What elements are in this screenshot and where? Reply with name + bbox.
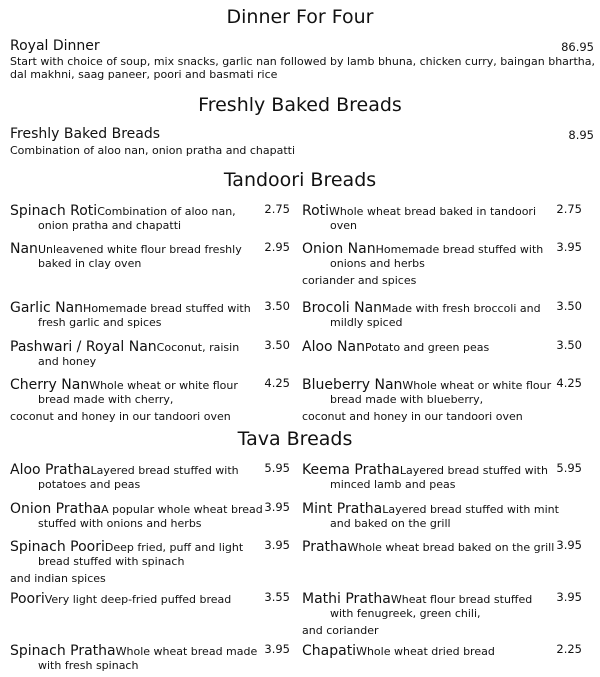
menu-item-description: Layered bread stuffed with [399,464,548,477]
menu-item [302,498,572,530]
menu-item-price: 3.95 [264,642,290,656]
menu-item-name: Mathi Pratha [302,591,391,607]
menu-item-description: onions and herbs [330,257,425,270]
menu-item-description: Homemade bread stuffed with [375,243,544,256]
menu-item-price: 3.50 [556,299,582,313]
menu-item [10,336,280,368]
menu-item-description: Made with fresh broccoli and [382,302,541,315]
menu-item-description: mildly spiced [330,316,403,329]
menu-item [302,238,572,287]
menu-item-name: Pratha [302,539,348,555]
menu-item [10,588,280,607]
section-heading-tandoori: Tandoori Breads [223,169,377,191]
menu-item-name: Nan [10,241,38,257]
menu-item [10,374,280,423]
menu-item-price: 3.50 [264,299,290,313]
menu-item-description: Potato and green peas [364,341,490,354]
menu-item-description: and baked on the grill [330,517,451,530]
menu-item [302,536,572,555]
menu-item-description: minced lamb and peas [330,478,456,491]
section-heading-fresh: Freshly Baked Breads [198,94,402,116]
menu-item-description: potatoes and peas [38,478,141,491]
menu-item-price: 3.95 [264,500,290,514]
menu-item-price: 3.50 [264,338,290,352]
menu-item-description: Coconut, raisin [156,341,240,354]
menu-item-name: Freshly Baked Breads [10,126,161,142]
menu-item-description [10,55,595,81]
menu-item-description: Combination of aloo nan, onion pratha and chapatti [10,144,296,157]
menu-item-name: Garlic Nan [10,300,84,316]
menu-item-description: coconut and honey in our tandoori oven [302,410,523,423]
menu-item-description: Unleavened white flour bread freshly [37,243,242,256]
menu-item-price: 5.95 [264,461,290,475]
menu-item-name: Brocoli Nan [302,300,383,316]
menu-item [10,238,280,270]
menu-item-description: oven [330,219,357,232]
menu-item [302,200,572,232]
menu-item-price: 3.55 [264,590,290,604]
menu-item-description: A popular whole wheat bread [101,503,263,516]
menu-item [302,297,572,329]
menu-item-price: 3.50 [556,338,582,352]
desc-line: dal makhni, saag paneer, poori and basmati rice [10,68,278,81]
menu-item-description: coriander and spices [302,274,417,287]
menu-item-name: Spinach Pratha [10,643,116,659]
menu-item-description: stuffed with onions and herbs [38,517,202,530]
menu-item-price: 3.95 [264,538,290,552]
menu-item-description: baked in clay oven [38,257,142,270]
menu-item-price: 4.25 [556,376,582,390]
menu-item-description: and honey [38,355,97,368]
menu-item-description: and coriander [302,624,379,637]
menu-item-price: 3.95 [556,538,582,552]
menu-item-description: Wheat flour bread stuffed [390,593,533,606]
menu-item-price: 2.75 [264,202,290,216]
menu-item-description: Whole wheat bread made [115,645,258,658]
menu-item-price: 5.95 [556,461,582,475]
menu-item-description: Whole wheat or white flour [89,379,238,392]
menu-item-name: Aloo Nan [302,339,365,355]
menu-item-description: Whole wheat dried bread [356,645,495,658]
menu-item-name: Onion Nan [302,241,376,257]
menu-item [10,297,280,329]
menu-item-price: 2.75 [556,202,582,216]
menu-item-name: Mint Pratha [302,501,383,517]
menu-item-name: Royal Dinner [10,38,100,54]
menu-item-name: Keema Pratha [302,462,400,478]
menu-item-description: bread made with cherry, [38,393,174,406]
menu-item-price: 2.25 [556,642,582,656]
menu-item-name: Spinach Poori [10,539,105,555]
section-heading-tava: Tava Breads [237,428,353,450]
menu-item-price: 2.95 [264,240,290,254]
menu-item-description: bread stuffed with spinach [38,555,185,568]
menu-item-price: 3.95 [556,590,582,604]
menu-item-description: onion pratha and chapatti [38,219,182,232]
menu-item-description: and indian spices [10,572,106,585]
menu-item-name: Pashwari / Royal Nan [10,339,157,355]
menu-item [302,336,572,355]
menu-item-name: Aloo Pratha [10,462,91,478]
menu-item [10,459,280,491]
menu-item-price: 86.95 [561,40,594,54]
desc-line: Start with choice of soup, mix snacks, garlic nan followed by lamb bhuna, chicken curry, baingan bhartha, [10,55,595,68]
section-heading-dinner: Dinner For Four [226,6,374,28]
menu-item-description: Combination of aloo nan, [97,205,236,218]
menu-item [302,374,572,423]
menu-item-name: Spinach Roti [10,203,98,219]
menu-item [302,640,572,659]
menu-item-name: Poori [10,591,45,607]
menu-item-name: Cherry Nan [10,377,90,393]
menu-item-name: Onion Pratha [10,501,102,517]
menu-item-name: Roti [302,203,330,219]
menu-item-description: Whole wheat bread baked in tandoori [329,205,537,218]
menu-item-description: Deep fried, puff and light [104,541,244,554]
menu-item-description: with fenugreek, green chili, [330,607,481,620]
menu-item [10,536,280,585]
menu-item-price: 8.95 [568,128,594,142]
menu-item-price: 3.95 [556,240,582,254]
menu-item-description: Whole wheat or white flour [402,379,552,392]
menu-item-description: Whole wheat bread baked on the grill [347,541,555,554]
menu-item-description: Homemade bread stuffed with [83,302,251,315]
menu-item-price: 4.25 [264,376,290,390]
menu-item [10,498,280,530]
menu-item [302,588,572,637]
menu-item [10,200,280,232]
menu-item-name: Chapati [302,643,357,659]
menu-item-description: with fresh spinach [38,659,139,672]
menu-item-description: Layered bread stuffed with [90,464,239,477]
menu-item-name: Blueberry Nan [302,377,403,393]
menu-item-description: fresh garlic and spices [38,316,162,329]
menu-item-description: coconut and honey in our tandoori oven [10,410,231,423]
menu-item [302,459,572,491]
menu-item-description: bread made with blueberry, [330,393,484,406]
menu-item-description: Very light deep-fried puffed bread [44,593,232,606]
menu-item-description: Layered bread stuffed with mint [382,503,559,516]
menu-item [10,640,280,672]
